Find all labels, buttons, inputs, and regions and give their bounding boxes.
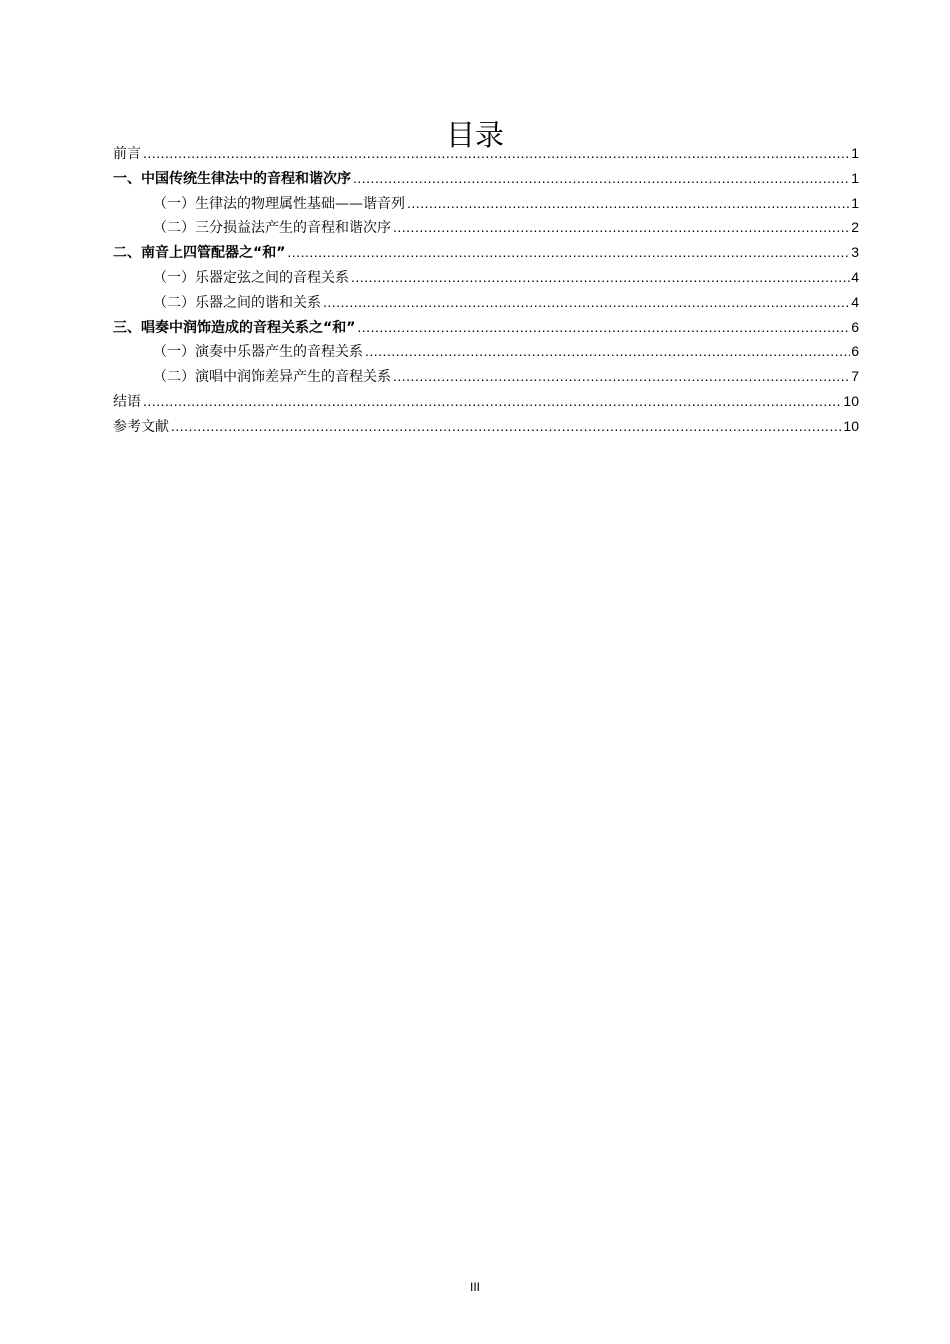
- toc-entry[interactable]: [113, 166, 859, 191]
- toc-entry-text: 结语: [113, 393, 141, 410]
- toc-entry-number: （一）: [153, 344, 195, 361]
- toc-entry-text: 演奏中乐器产生的音程关系: [195, 344, 363, 361]
- page-number: III: [469, 1280, 480, 1294]
- toc-entry[interactable]: [113, 290, 859, 315]
- toc-page-number: 7: [851, 368, 859, 385]
- toc-leader: [393, 215, 850, 240]
- toc-page-number: 3: [851, 244, 859, 261]
- table-of-contents: [113, 141, 859, 439]
- toc-leader: [407, 191, 850, 216]
- toc-page-number: 1: [851, 145, 859, 161]
- toc-leader: [323, 290, 850, 315]
- toc-entry-text: 前言: [113, 146, 141, 162]
- toc-page-number: 10: [843, 392, 859, 409]
- toc-leader: [393, 364, 850, 389]
- toc-entry[interactable]: [113, 315, 859, 340]
- toc-entry-text: 生律法的物理属性基础——谐音列: [195, 195, 405, 212]
- toc-entry-number: 三、: [113, 319, 141, 336]
- toc-entry-text: 乐器之间的谐和关系: [195, 294, 321, 311]
- toc-page-number: 4: [851, 293, 859, 310]
- toc-entry-text: 唱奏中润饰造成的音程关系之“和”: [141, 319, 356, 336]
- toc-page-number: 6: [851, 343, 859, 360]
- toc-entry-text: 南音上四管配器之“和”: [141, 245, 286, 262]
- toc-entry-number: （一）: [153, 269, 195, 286]
- toc-page-number: 1: [851, 194, 859, 211]
- toc-entry[interactable]: [113, 191, 859, 216]
- toc-entry-text: 演唱中润饰差异产生的音程关系: [195, 369, 391, 386]
- toc-entry[interactable]: [113, 265, 859, 290]
- toc-leader: [287, 240, 850, 265]
- toc-entry[interactable]: [113, 240, 859, 265]
- toc-entry-text: 参考文献: [113, 418, 169, 435]
- toc-page-number: 6: [851, 318, 859, 335]
- toc-leader: [351, 265, 850, 290]
- toc-entry-number: （二）: [153, 220, 195, 237]
- toc-entry-text: 乐器定弦之间的音程关系: [195, 269, 349, 286]
- toc-entry[interactable]: [113, 389, 859, 414]
- toc-entry[interactable]: [113, 141, 859, 166]
- toc-entry-number: 一、: [113, 170, 141, 187]
- toc-entry[interactable]: [113, 414, 859, 439]
- toc-leader: [171, 414, 842, 439]
- toc-leader: [357, 315, 850, 340]
- toc-entry-text: 三分损益法产生的音程和谐次序: [195, 220, 391, 237]
- toc-entry-number: （二）: [153, 294, 195, 311]
- toc-leader: [143, 389, 842, 414]
- page-title: 目录: [445, 118, 504, 153]
- toc-entry-number: （二）: [153, 369, 195, 386]
- toc-leader: [365, 339, 850, 364]
- toc-entry[interactable]: [113, 364, 859, 389]
- toc-entry[interactable]: [113, 339, 859, 364]
- toc-leader: [353, 166, 850, 191]
- toc-entry-number: （一）: [153, 195, 195, 212]
- toc-entry-number: 二、: [113, 245, 141, 262]
- toc-leader: [143, 141, 850, 166]
- toc-page-number: 4: [851, 268, 859, 285]
- toc-page-number: 2: [851, 219, 859, 236]
- toc-entry[interactable]: [113, 215, 859, 240]
- toc-entry-text: 中国传统生律法中的音程和谐次序: [141, 170, 351, 187]
- toc-page-number: 10: [843, 417, 859, 434]
- toc-page-number: 1: [851, 169, 859, 186]
